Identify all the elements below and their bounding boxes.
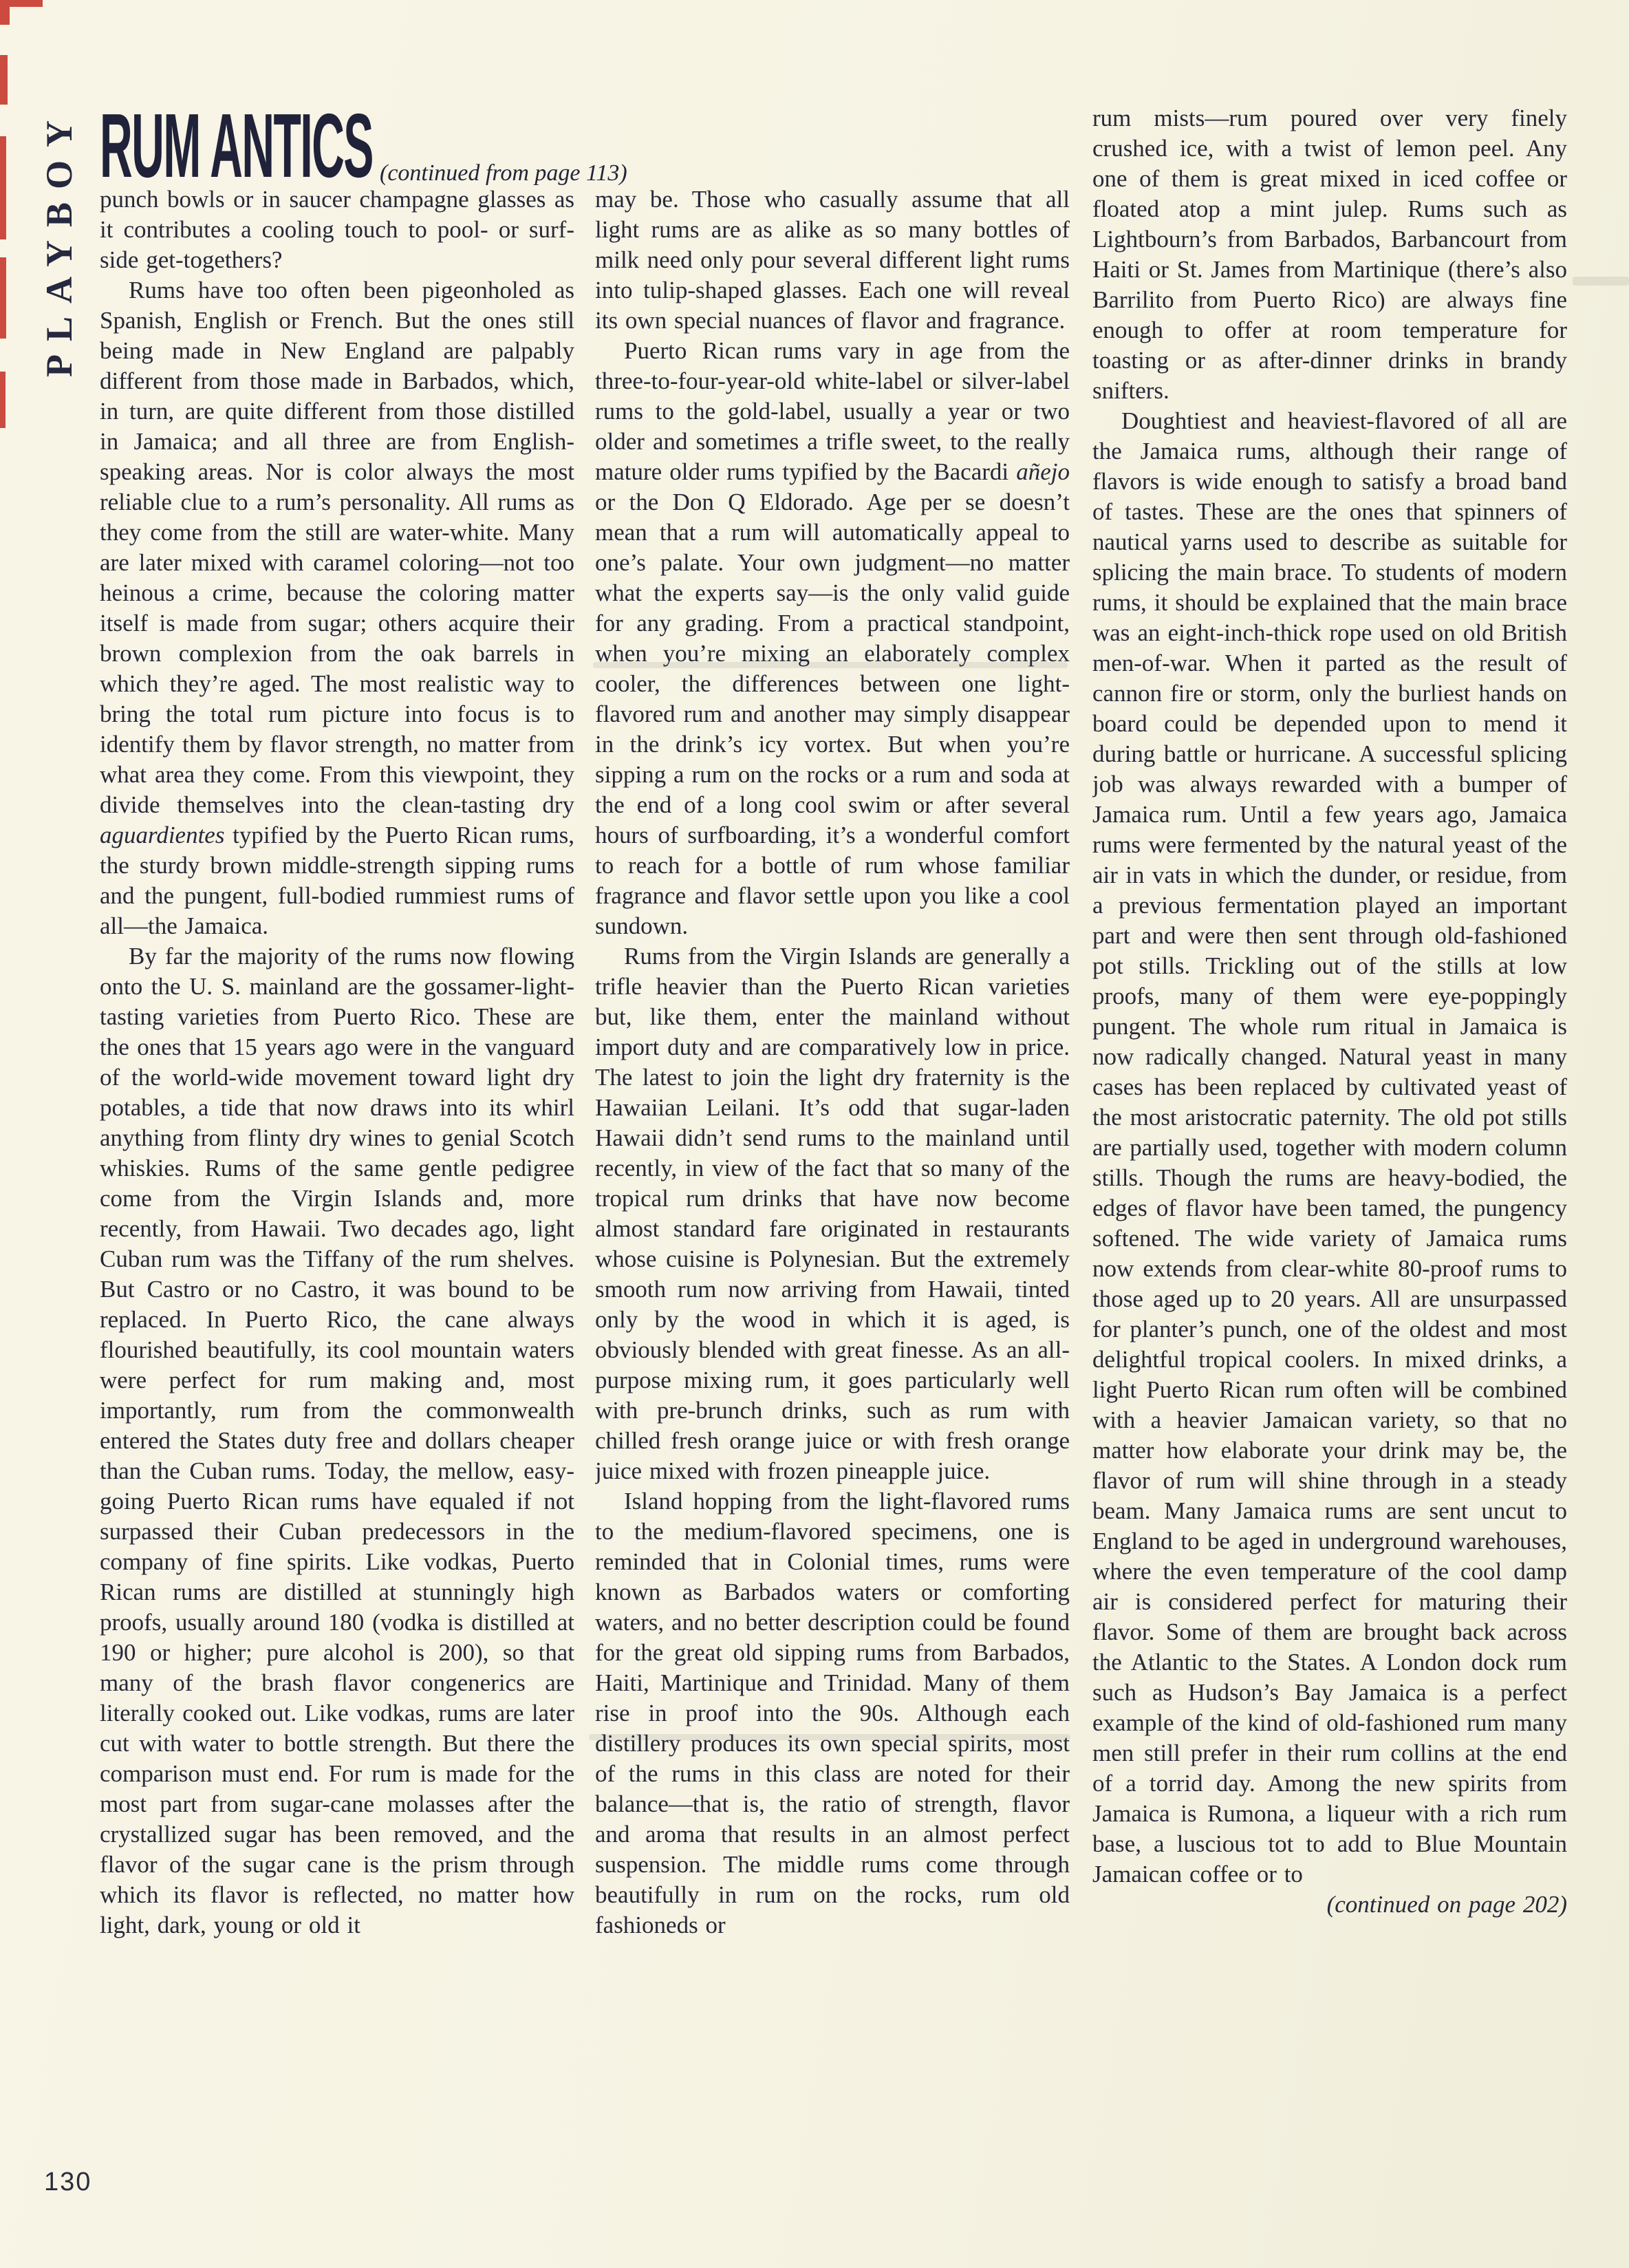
paragraph (595, 941, 1070, 1486)
text-segment: typified by the Puerto Rican rums, the sturdy brown middle-strength sipping rums and the pungent, full-bodied rummiest rums of all—the Jamaica. (100, 822, 574, 939)
page-edge-mark (0, 372, 6, 428)
text-segment: Island hopping from the light-flavored rums to the medium-flavored specimens, one is reminded that in Colonial times, rums were known as Barbados waters or comforting waters, and no better description could be found for the great old sipping rums from Barbados, Haiti, Martinique and Trinidad. Many of them rise in proof into the 90s. Although each distillery produces its own special spirits, most of the rums in this class are noted for their balance—that is, the ratio of strength, flavor and aroma that results in an almost perfect suspension. The middle rums come through beautifully in rum on the rocks, rum old fashioneds or (595, 1488, 1070, 1938)
paragraph (100, 941, 574, 1940)
text-segment: rum mists—rum poured over very finely crushed ice, with a twist of lemon peel. Any one of them is great mixed in iced coffee or floated atop a mint julep. Rums such as Lightbourn’s from Barbados, Barbancourt from Haiti or St. James from Martinique (there’s also Barrilito from Puerto Rico) are always fine enough to offer at room temperature for toasting or as after-dinner drinks in brandy snifters. (1092, 105, 1567, 404)
page-edge-mark (0, 0, 10, 25)
text-segment: By far the majority of the rums now flowing onto the U. S. mainland are the gossamer-light-tasting varieties from Puerto Rico. These are the ones that 15 years ago were in the vanguard of the world-wide movement toward light dry potables, a tide that now draws into its whirl anything from flinty dry wines to genial Scotch whiskies. Rums of the same gentle pedigree come from the Virgin Islands and, more recently, from Hawaii. Two decades ago, light Cuban rum was the Tiffany of the rum shelves. But Castro or no Castro, it was bound to be replaced. In Puerto Rico, the cane always flourished beautifully, its cool mountain waters were perfect for rum making and, most importantly, rum from the commonwealth entered the States duty free and dollars cheaper than the Cuban rums. Today, the mellow, easy-going Puerto Rican rums have equaled if not surpassed their Cuban predecessors in the company of fine spirits. Like vodkas, Puerto Rican rums are distilled at stunningly high proofs, usually around 180 (vodka is distilled at 190 or higher; pure alcohol is 200), so that many of the brash flavor congenerics are literally cooked out. Like vodkas, rums are later cut with water to bottle strength. But there the comparison must end. For rum is made for the most part from sugar-cane molasses after the crystallized sugar has been removed, and the flavor of the sugar cane is the prism through which its flavor is reflected, no matter how light, dark, young or old it (100, 943, 574, 1938)
scan-artifact (1573, 277, 1629, 286)
article-title: RUM ANTICS (100, 95, 373, 196)
text-column-1 (100, 184, 574, 2174)
text-segment: Puerto Rican rums vary in age from the three-to-four-year-old white-label or silver-label rums to the gold-label, usually a year or two older and sometimes a trifle sweet, to the really mature older rums typified by the Bacardi (595, 337, 1070, 485)
text-segment: or the Don Q Eldorado. Age per se doesn’t mean that a rum will automatically appeal to one’s palate. Your own judgment—no matter what the experts say—is the only valid guide for any grading. From a practical standpoint, when you’re mixing an elaborately complex cooler, the differences between one light-flavored rum and another may simply disappear in the drink’s icy vortex. But when you’re sipping a rum on the rocks or a rum and soda at the end of a long cool swim or after several hours of surfboarding, it’s a wonderful comfort to reach for a bottle of rum whose familiar fragrance and flavor settle upon you like a cool sundown. (595, 489, 1070, 939)
text-segment: (continued on page 202) (1326, 1891, 1567, 1918)
page-edge-mark (0, 257, 6, 339)
text-column-2 (595, 184, 1070, 2180)
page-edge-mark (0, 136, 6, 239)
text-segment: punch bowls or in saucer champagne glasses as it contributes a cooling touch to pool- or surf-side get-togethers? (100, 186, 574, 273)
paragraph (1092, 406, 1567, 1890)
page-edge-mark (0, 55, 8, 105)
page-edge-mark (10, 0, 43, 7)
text-segment: Doughtiest and heaviest-flavored of all are the Jamaica rums, although their range of flavors is wide enough to satisfy a broad band of tastes. These are the ones that spinners of nautical yarns used to describe as suitable for splicing the main brace. To students of modern rums, it should be explained that the main brace was an eight-inch-thick rope used on old British men-of-war. When it parted as the result of cannon fire or storm, only the burliest hands on board could be depended upon to mend it during battle or hurricane. A successful splicing job was always rewarded with a bumper of Jamaica rum. Until a few years ago, Jamaica rums were fermented by the natural yeast of the air in vats in which the dunder, or residue, from a previous fermentation played an important part and were then sent through old-fashioned pot stills. Trickling out of the stills at low proofs, many of them were eye-poppingly pungent. The whole rum ritual in Jamaica is now radically changed. Natural yeast in many cases has been replaced by cultivated yeast of the most aristocratic paternity. The old pot stills are partially used, together with modern column stills. Though the rums are heavy-bodied, the edges of flavor have been tamed, the pungency softened. The wide variety of Jamaica rums now extends from clear-white 80-proof rums to those aged up to 20 years. All are unsurpassed for planter’s punch, one of the oldest and most delightful tropical coolers. In mixed drinks, a light Puerto Rican rum often will be combined with a heavier Jamaican variety, so that no matter how elaborate your drink may be, the flavor of rum will shine through in a steady beam. Many Jamaica rums are sent uncut to England to be aged in underground warehouses, where the even temperature of the cool damp air is considered perfect for maturing their flavor. Some of them are brought back across the Atlantic to the States. A London dock rum such as Hudson’s Bay Jamaica is a perfect example of the kind of old-fashioned rum many men still prefer in their rum collins at the end of a torrid day. Among the new spirits from Jamaica is Rumona, a liqueur with a rich rum base, a luscious tot to add to Blue Mountain Jamaican coffee or to (1092, 407, 1567, 1887)
text-segment: añejo (1016, 458, 1070, 485)
paragraph (100, 184, 574, 275)
page-number: 130 (44, 2168, 92, 2196)
continued-from-note: (continued from page 113) (380, 160, 627, 186)
paragraph (595, 1486, 1070, 1940)
text-column-3 (1092, 103, 1567, 2168)
paragraph (1092, 1890, 1567, 1920)
text-segment: aguardientes (100, 822, 225, 848)
text-segment: Rums have too often been pigeonholed as Spanish, English or French. But the ones still being made in New England are palpably different from those made in Barbados, which, in turn, are quite different from those distilled in Jamaica; and all three are from English-speaking areas. Nor is color always the most reliable clue to a rum’s personality. All rums as they come from the still are water-white. Many are later mixed with caramel coloring—not too heinous a crime, because the coloring matter itself is made from sugar; others acquire their brown complexion from the oak barrels in which they’re aged. The most realistic way to bring the total rum picture into focus is to identify them by flavor strength, no matter from what area they come. From this viewpoint, they divide themselves into the clean-tasting dry (100, 277, 574, 818)
paragraph (100, 275, 574, 941)
playboy-spine-label: PLAYBOY (39, 107, 80, 377)
paragraph (1092, 103, 1567, 406)
paragraph (595, 184, 1070, 336)
text-segment: Rums from the Virgin Islands are generally a trifle heavier than the Puerto Rican varieties but, like them, enter the mainland without import duty and are comparatively low in price. The latest to join the light dry fraternity is the Hawaiian Leilani. It’s odd that sugar-laden Hawaii didn’t send rums to the mainland until recently, in view of the fact that so many of the tropical rum drinks that have now become almost standard fare originated in restaurants whose cuisine is Polynesian. But the extremely smooth rum now arriving from Hawaii, tinted only by the wood in which it is aged, is obviously blended with great finesse. As an all-purpose mixing rum, it goes particularly well with pre-brunch drinks, such as rum with chilled fresh orange juice or with fresh orange juice mixed with frozen pineapple juice. (595, 943, 1070, 1484)
text-segment: may be. Those who casually assume that all light rums are as alike as so many bottles of milk need only pour several different light rums into tulip-shaped glasses. Each one will reveal its own special nuances of flavor and fragrance. (595, 186, 1070, 334)
paragraph (595, 336, 1070, 941)
